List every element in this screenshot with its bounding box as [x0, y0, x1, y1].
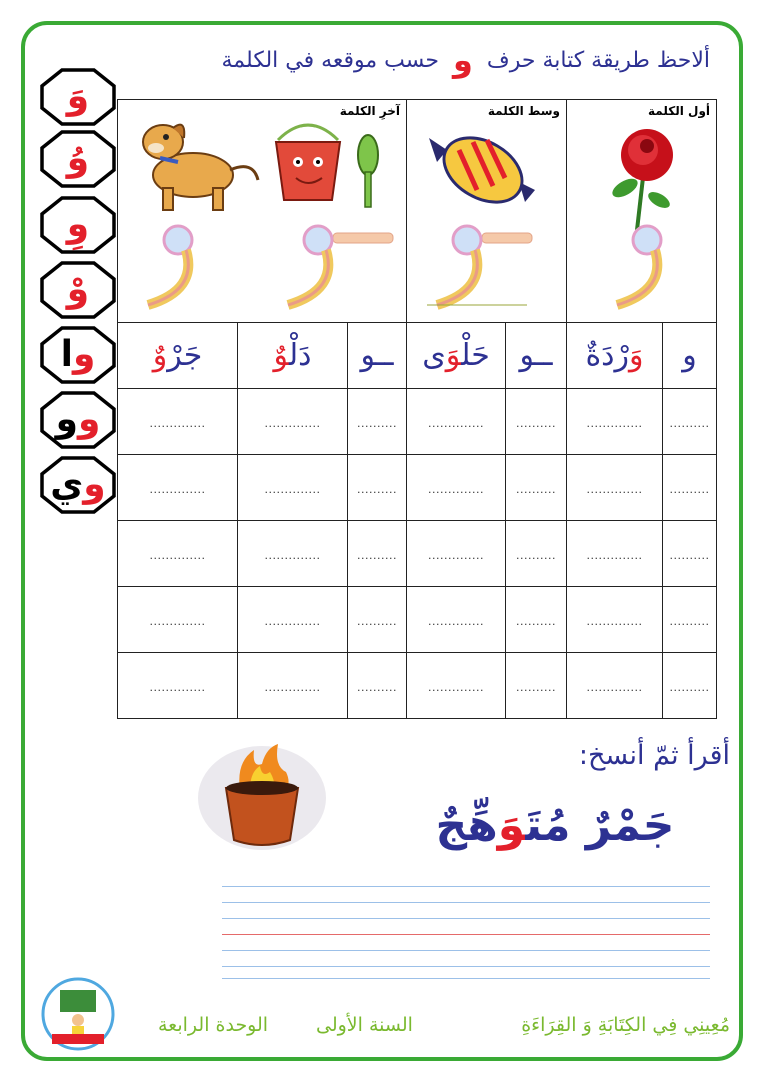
writing-cell[interactable]: ..............: [118, 653, 238, 719]
octagon-letter: وِ: [40, 196, 116, 254]
guide-line: [222, 978, 710, 979]
writing-cell[interactable]: ..............: [238, 455, 348, 521]
writing-cell[interactable]: ..............: [118, 389, 238, 455]
publisher-logo: [40, 976, 116, 1052]
word-cell: ــو: [348, 323, 407, 389]
dog-bucket-illustration: [118, 100, 404, 322]
writing-cell[interactable]: ..........: [348, 521, 407, 587]
octagon-letter: وُ: [40, 130, 116, 188]
octagon-letter: وْ: [40, 261, 116, 319]
ember-pot-illustration: [196, 742, 328, 854]
illustration-row: [118, 100, 717, 323]
writing-row: [118, 587, 717, 653]
word-cell: ــو: [506, 323, 567, 389]
writing-cell[interactable]: ..............: [118, 521, 238, 587]
writing-cell[interactable]: ..............: [407, 389, 506, 455]
writing-cell[interactable]: ..........: [348, 389, 407, 455]
guide-line: [222, 966, 710, 967]
writing-row: [118, 389, 717, 455]
rose-icon: [609, 129, 673, 230]
guide-line: [222, 902, 710, 903]
writing-cell[interactable]: ..........: [663, 389, 717, 455]
title-after: حسب موقعه في الكلمة: [221, 47, 440, 73]
candy-icon: [429, 125, 535, 215]
writing-cell[interactable]: ..............: [238, 521, 348, 587]
writing-cell[interactable]: ..........: [506, 455, 567, 521]
writing-cell[interactable]: ..........: [506, 521, 567, 587]
bucket-icon: [276, 125, 378, 207]
writing-cell[interactable]: ..............: [567, 653, 663, 719]
octagon-letter: وي: [40, 456, 116, 514]
writing-cell[interactable]: ..............: [567, 389, 663, 455]
writing-cell[interactable]: ..............: [567, 587, 663, 653]
octagon-letter: وو: [40, 391, 116, 449]
writing-row: [118, 455, 717, 521]
title-before: ألاحظ طريقة كتابة حرف: [486, 47, 710, 73]
column-first: [567, 100, 717, 323]
writing-cell[interactable]: ..............: [238, 389, 348, 455]
writing-cell[interactable]: ..............: [238, 653, 348, 719]
footer-unit: الوحدة الرابعة: [158, 1014, 269, 1036]
writing-cell[interactable]: ..........: [348, 587, 407, 653]
writing-cell[interactable]: ..............: [118, 455, 238, 521]
title-letter: و: [453, 41, 473, 79]
baseline-line: [222, 934, 710, 935]
footer-book: مُعِينِي فِي الكِتَابَةِ وَ القِرَاءَةِ: [521, 1014, 730, 1036]
writing-cell[interactable]: ..............: [407, 653, 506, 719]
letter-trace-end-icon: [148, 226, 393, 305]
octagon-letter: وا: [40, 326, 116, 384]
rose-illustration: [567, 100, 717, 322]
practice-table: [117, 99, 717, 719]
writing-cell[interactable]: ..........: [506, 653, 567, 719]
dog-icon: [143, 125, 258, 210]
writing-cell[interactable]: ..........: [506, 389, 567, 455]
footer-year: السنة الأولى: [316, 1014, 413, 1036]
column-middle: [407, 100, 567, 323]
writing-cell[interactable]: ..............: [238, 587, 348, 653]
page-title: [130, 38, 710, 82]
word-cell: و: [663, 323, 717, 389]
writing-cell[interactable]: ..........: [663, 455, 717, 521]
writing-row: [118, 521, 717, 587]
column-label-last: آخرِ الكلمة: [339, 104, 401, 118]
word-cell: حَلْوَى: [407, 323, 506, 389]
octagon-letter: وَ: [40, 68, 116, 126]
writing-cell[interactable]: ..............: [567, 455, 663, 521]
letter-trace-middle-icon: [427, 226, 532, 305]
writing-cell[interactable]: ..........: [663, 587, 717, 653]
writing-cell[interactable]: ..........: [348, 653, 407, 719]
column-label-first: أول الكلمة: [648, 104, 711, 118]
column-last: [118, 100, 407, 323]
writing-cell[interactable]: ..........: [506, 587, 567, 653]
writing-cell[interactable]: ..............: [407, 455, 506, 521]
candy-illustration: [407, 100, 567, 322]
writing-cell[interactable]: ..........: [663, 653, 717, 719]
writing-cell[interactable]: ..............: [407, 587, 506, 653]
writing-cell[interactable]: ..............: [118, 587, 238, 653]
writing-row: [118, 653, 717, 719]
read-copy-phrase: جَمْرٌ مُتَوَهِّجٌ: [435, 800, 675, 851]
letter-trace-start-icon: [617, 226, 661, 305]
guide-line: [222, 918, 710, 919]
writing-cell[interactable]: ..............: [407, 521, 506, 587]
word-cell: دَلْوٌ: [238, 323, 348, 389]
word-cell: جَرْوٌ: [118, 323, 238, 389]
guide-line: [222, 886, 710, 887]
word-row: [118, 323, 717, 389]
guide-line: [222, 950, 710, 951]
read-copy-label: أقرأ ثمّ أنسخ:: [578, 740, 730, 771]
writing-cell[interactable]: ..............: [567, 521, 663, 587]
column-label-middle: وسط الكلمة: [487, 104, 561, 118]
writing-cell[interactable]: ..........: [348, 455, 407, 521]
writing-cell[interactable]: ..........: [663, 521, 717, 587]
word-cell: وَرْدَةٌ: [567, 323, 663, 389]
